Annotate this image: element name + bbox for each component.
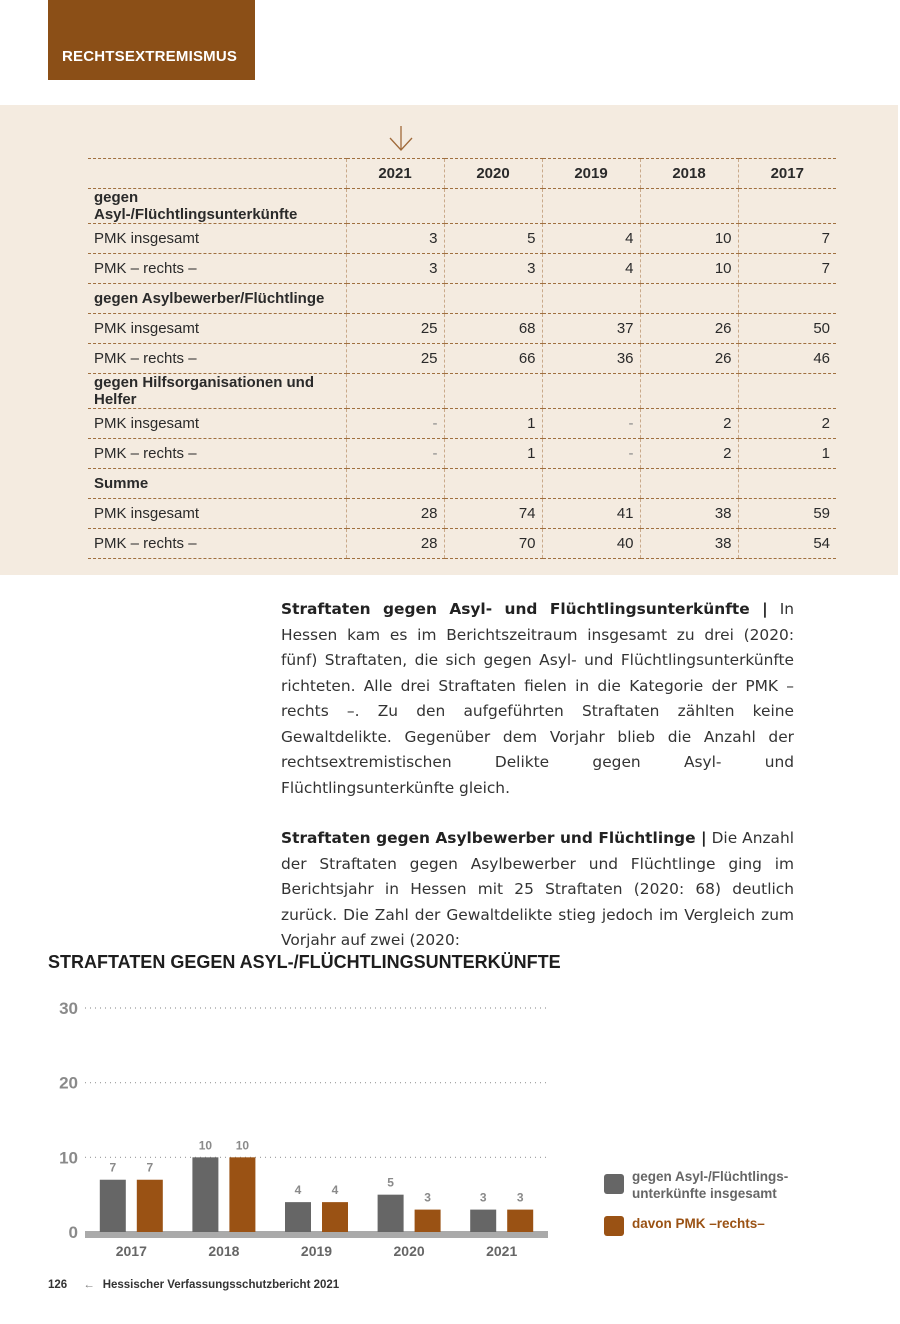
group-label: gegen Hilfsorganisationen und Helfer (88, 374, 346, 409)
paragraph (281, 597, 794, 801)
data-label: 3 (516, 1190, 524, 1205)
table-row (88, 529, 836, 559)
table-cell: 4 (542, 254, 640, 284)
page-number: 126 (48, 1279, 68, 1291)
table-cell (444, 189, 542, 224)
row-label: PMK insgesamt (88, 224, 346, 254)
bar-rechts (229, 1157, 255, 1232)
footer-title: Hessischer Verfassungsschutzbericht 2021 (102, 1279, 340, 1291)
table-cell: 7 (738, 224, 836, 254)
table-cell (640, 284, 738, 314)
data-label: 5 (387, 1175, 394, 1190)
data-label: 3 (424, 1190, 431, 1205)
table-cell: 66 (444, 344, 542, 374)
table-cell (346, 189, 444, 224)
table-cell: 25 (346, 314, 444, 344)
chart-title: STRAFTATEN GEGEN ASYL-/FLÜCHTLINGSUNTERKÜNFTE (48, 952, 561, 972)
table-cell (346, 284, 444, 314)
paragraph-body: Die Anzahl der Straftaten gegen Asylbewerber und Flüchtlinge ging im Berichtsjahr in Hessen mit 25 Straftaten (2020: 68) deutlich zurück. Die Zahl der Gewaltdelikte stieg jedoch im Vergleich zum Vorjahr auf zwei (2020: (281, 829, 794, 949)
table-row (88, 314, 836, 344)
table-cell (444, 284, 542, 314)
table-cell (346, 469, 444, 499)
paragraph (281, 826, 794, 954)
legend-swatch-brown (604, 1216, 624, 1236)
table-cell: 26 (640, 314, 738, 344)
table-row (88, 499, 836, 529)
table-header-empty (88, 159, 346, 189)
table-row (88, 344, 836, 374)
data-label: 10 (198, 1138, 213, 1153)
data-label: 4 (294, 1183, 302, 1198)
data-label: 7 (109, 1160, 117, 1175)
page-footer (48, 1279, 339, 1291)
bar-rechts (137, 1180, 163, 1232)
bar-total (192, 1157, 218, 1232)
table-cell: 38 (640, 529, 738, 559)
table-cell: 1 (444, 409, 542, 439)
statistics-table (88, 158, 836, 559)
bar-total (470, 1210, 496, 1232)
table-cell (346, 374, 444, 409)
table-group-row (88, 189, 836, 224)
table-cell: - (346, 439, 444, 469)
table-group-row (88, 469, 836, 499)
table-cell: 10 (640, 224, 738, 254)
bar-rechts (415, 1210, 441, 1232)
row-label: PMK – rechts – (88, 254, 346, 284)
group-label: gegen Asyl-/Flüchtlingsunterkünfte (88, 189, 346, 224)
x-tick-label: 2020 (393, 1243, 425, 1259)
bar-rechts (322, 1202, 348, 1232)
table-cell: 38 (640, 499, 738, 529)
group-label: Summe (88, 469, 346, 499)
x-axis-baseline (85, 1231, 548, 1238)
paragraph-body: In Hessen kam es im Berichtszeitraum insgesamt zu drei (2020: fünf) Straftaten, die sich gegen Asyl- und Flüchtlingsunterkünfte richteten. Alle drei Straftaten fielen in die Kategorie der PMK – rechts –. Zu den aufgeführten Straftaten zählten keine Gewaltdelikte. Gegenüber dem Vorjahr blieb die Anzahl der rechtsextremistischen Delikte gegen Asyl- und Flüchtlingsunterkünfte gleich. (281, 600, 794, 797)
table-cell (738, 374, 836, 409)
table-cell: 41 (542, 499, 640, 529)
paragraph-heading: Straftaten gegen Asyl- und Flüchtlingsunterkünfte | (281, 600, 768, 618)
data-label: 3 (479, 1190, 487, 1205)
x-tick-label: 2018 (208, 1243, 240, 1259)
table-cell: - (346, 409, 444, 439)
data-label: 7 (146, 1160, 154, 1175)
table-cell (738, 469, 836, 499)
paragraph-heading: Straftaten gegen Asylbewerber und Flüchtlinge | (281, 829, 707, 847)
table-cell (542, 189, 640, 224)
y-tick-label: 30 (59, 999, 78, 1018)
table-cell: 59 (738, 499, 836, 529)
year-header: 2019 (542, 159, 640, 189)
table-group-row (88, 284, 836, 314)
legend-label-total: gegen Asyl-/Flüchtlings- unterkünfte insgesamt (632, 1169, 789, 1201)
table-row (88, 254, 836, 284)
legend-item-total (604, 1168, 844, 1202)
x-tick-label: 2017 (115, 1243, 147, 1259)
table-cell: 40 (542, 529, 640, 559)
x-tick-label: 2019 (300, 1243, 333, 1259)
table-cell (738, 189, 836, 224)
y-tick-label: 0 (68, 1223, 78, 1242)
row-label: PMK – rechts – (88, 439, 346, 469)
table-cell: 74 (444, 499, 542, 529)
y-tick-label: 10 (59, 1148, 78, 1168)
year-header: 2020 (444, 159, 542, 189)
legend-item-rechts (604, 1216, 844, 1236)
bar-total (378, 1195, 404, 1232)
data-label: 10 (235, 1138, 250, 1153)
bar-total (285, 1202, 311, 1232)
table-row (88, 439, 836, 469)
table-cell: 26 (640, 344, 738, 374)
x-tick-label: 2021 (486, 1243, 518, 1259)
row-label: PMK – rechts – (88, 344, 346, 374)
table-group-row (88, 374, 836, 409)
table-cell (542, 469, 640, 499)
table-cell (444, 374, 542, 409)
table-cell: 37 (542, 314, 640, 344)
table-row (88, 224, 836, 254)
table-cell: 36 (542, 344, 640, 374)
data-label: 4 (331, 1183, 339, 1198)
table-cell: 4 (542, 224, 640, 254)
year-header: 2017 (738, 159, 836, 189)
row-label: PMK insgesamt (88, 499, 346, 529)
bar-total (100, 1180, 126, 1232)
table-cell: 2 (738, 409, 836, 439)
bar-rechts (507, 1210, 533, 1232)
section-tab: RECHTSEXTREMISMUS (48, 0, 255, 80)
table-cell: 68 (444, 314, 542, 344)
table-cell: - (542, 439, 640, 469)
legend-label-rechts: davon PMK –rechts– (632, 1216, 765, 1231)
bar-chart (40, 990, 560, 1270)
table-cell: 25 (346, 344, 444, 374)
table-cell (542, 374, 640, 409)
table-cell: 5 (444, 224, 542, 254)
table-cell: 3 (346, 254, 444, 284)
table-cell: 1 (444, 439, 542, 469)
legend-swatch-grey (604, 1174, 624, 1194)
table-cell: 54 (738, 529, 836, 559)
row-label: PMK insgesamt (88, 314, 346, 344)
year-header: 2021 (346, 159, 444, 189)
table-cell: 46 (738, 344, 836, 374)
table-cell: - (542, 409, 640, 439)
chart-legend (604, 1168, 844, 1250)
row-label: PMK – rechts – (88, 529, 346, 559)
table-cell: 3 (346, 224, 444, 254)
table-cell: 7 (738, 254, 836, 284)
table-cell: 1 (738, 439, 836, 469)
table-row (88, 409, 836, 439)
table-cell: 3 (444, 254, 542, 284)
table-cell: 28 (346, 499, 444, 529)
back-arrow-icon[interactable]: ← (83, 1279, 95, 1291)
table-cell: 28 (346, 529, 444, 559)
table-cell (542, 284, 640, 314)
year-header: 2018 (640, 159, 738, 189)
table-cell (738, 284, 836, 314)
table-cell (640, 189, 738, 224)
y-tick-label: 20 (59, 1073, 78, 1093)
body-text (281, 597, 794, 979)
table-cell (640, 469, 738, 499)
table-cell (444, 469, 542, 499)
table-cell: 2 (640, 439, 738, 469)
down-arrow-icon (388, 125, 414, 153)
group-label: gegen Asylbewerber/Flüchtlinge (88, 284, 346, 314)
table-cell (640, 374, 738, 409)
table-header-row (88, 159, 836, 189)
row-label: PMK insgesamt (88, 409, 346, 439)
table-cell: 50 (738, 314, 836, 344)
table-cell: 10 (640, 254, 738, 284)
table-cell: 70 (444, 529, 542, 559)
table-cell: 2 (640, 409, 738, 439)
